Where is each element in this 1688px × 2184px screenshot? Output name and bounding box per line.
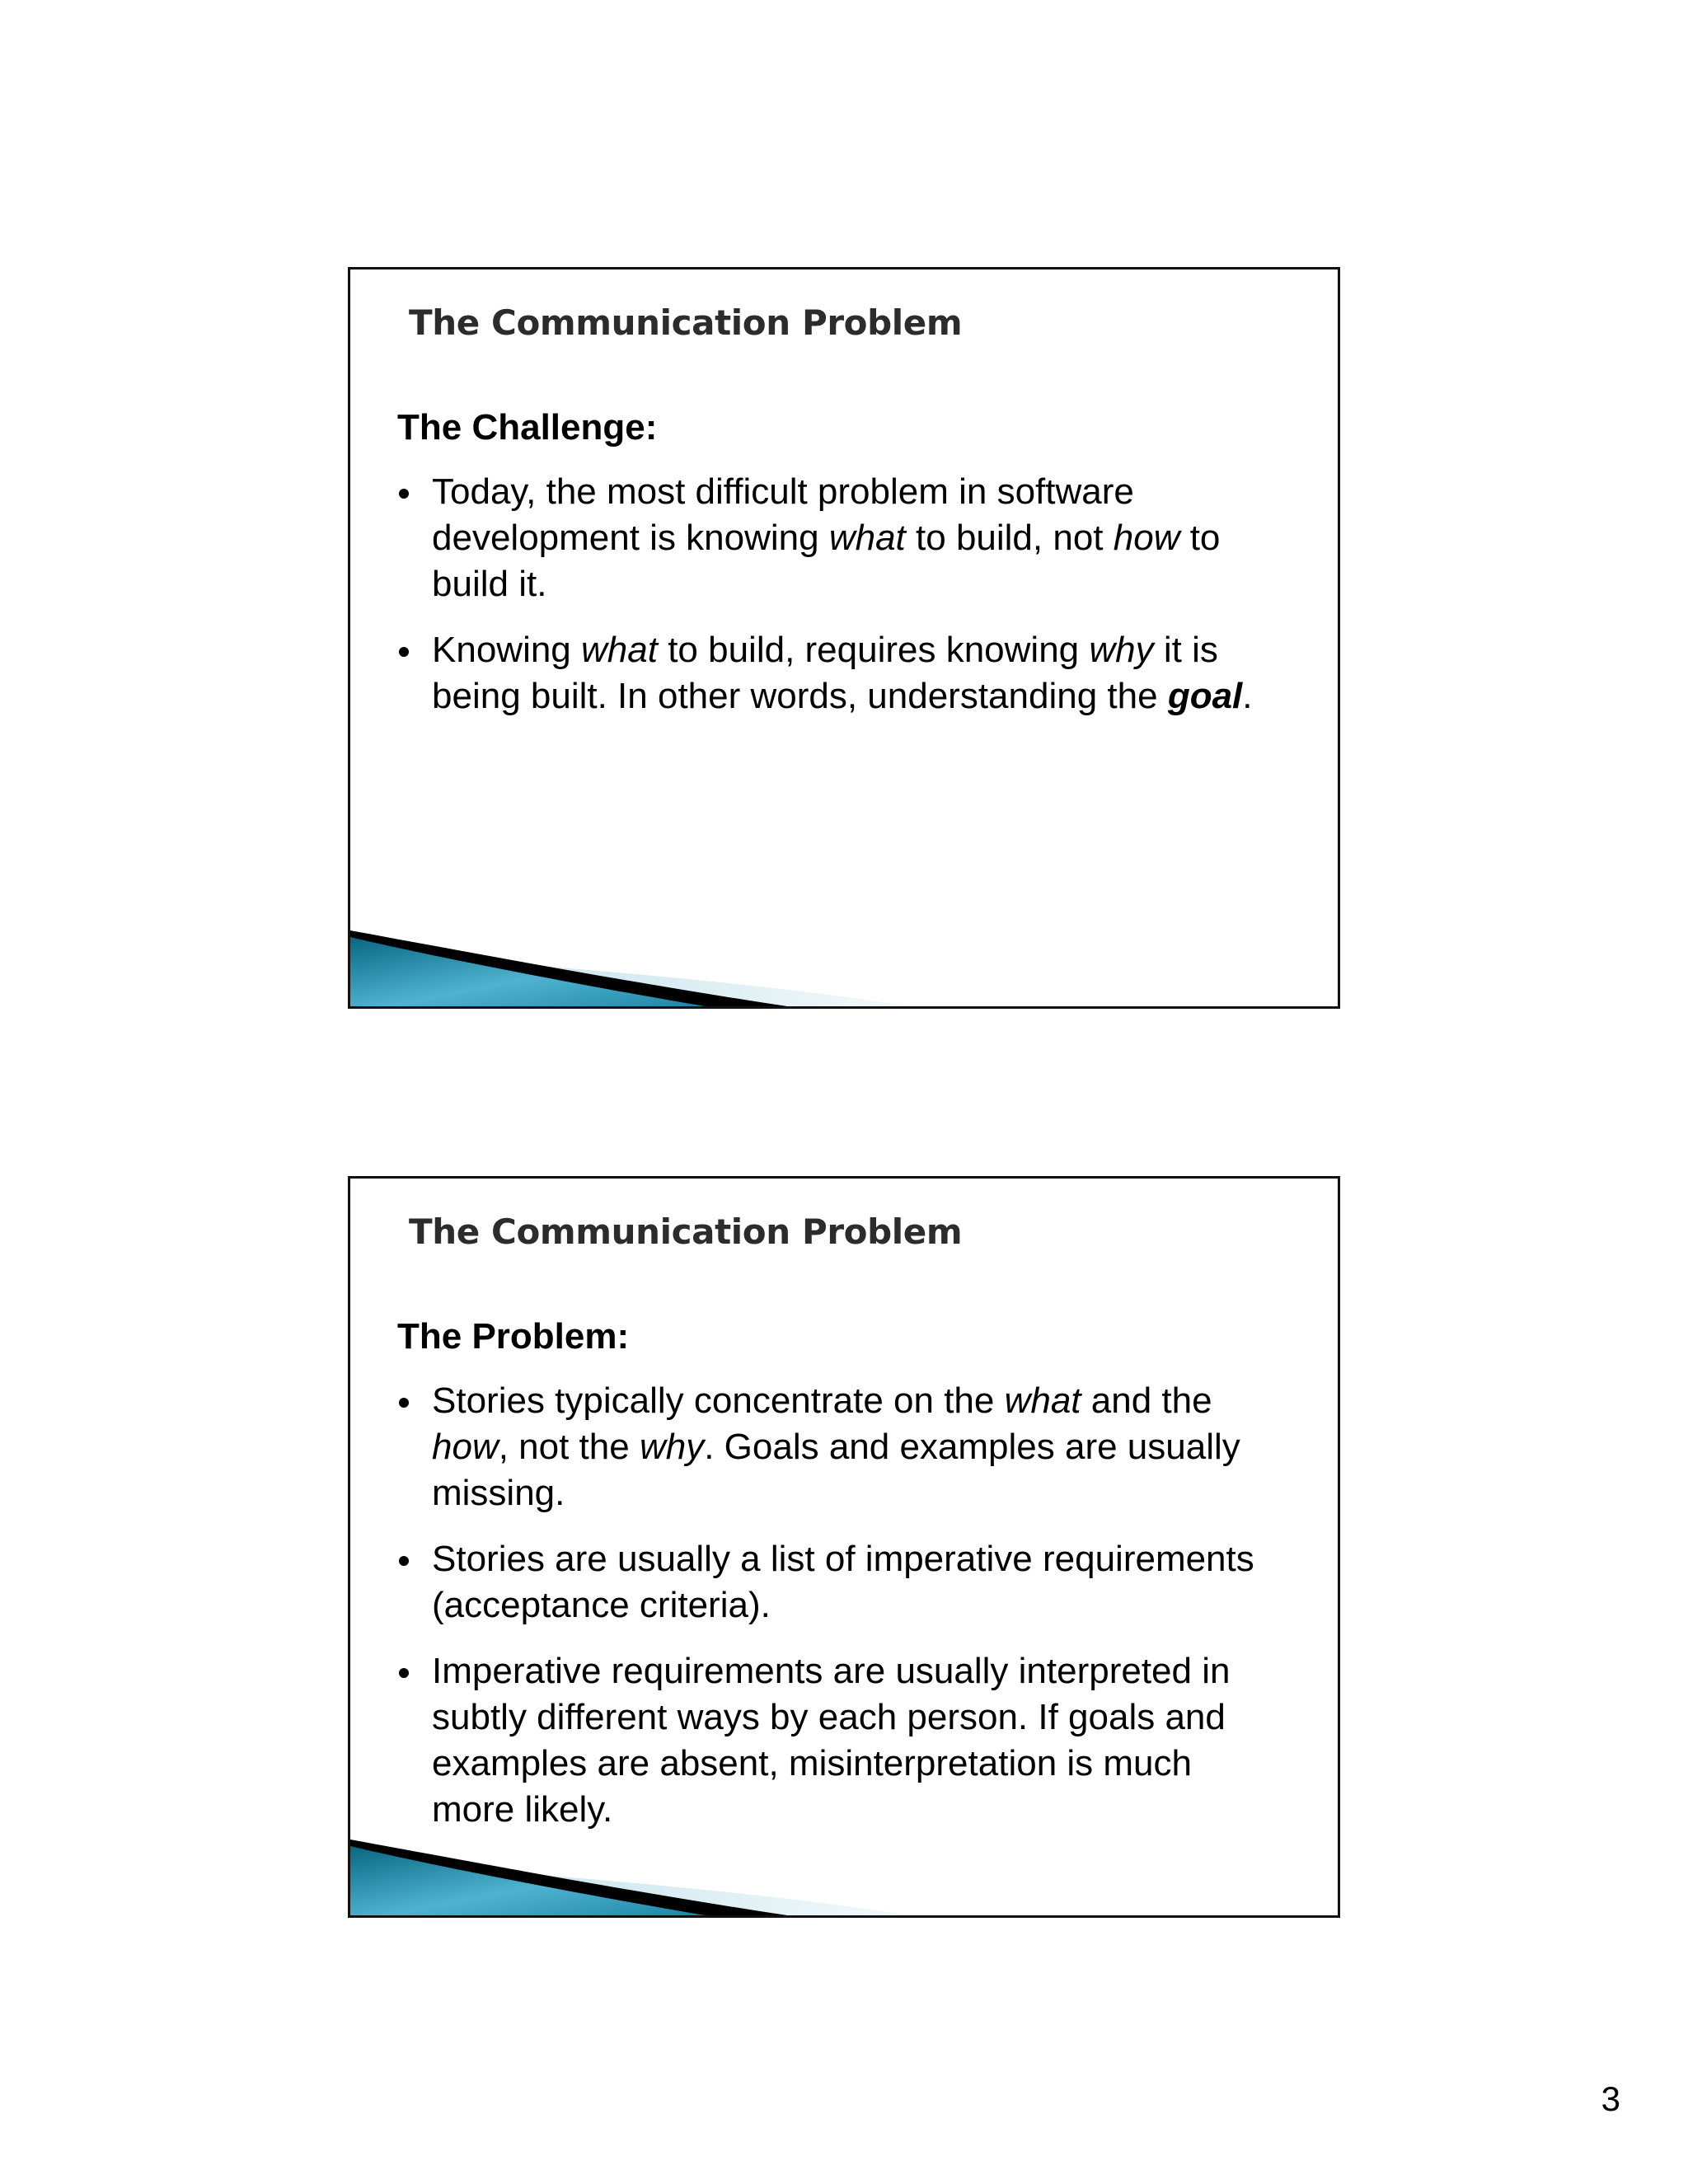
bullet-text-run: . Goals and examples are usually missing. [432, 1427, 1240, 1513]
bullet-text-run: , not the [498, 1427, 640, 1467]
bullet-dot-icon [399, 1668, 409, 1678]
bullet-item [397, 1648, 1264, 1833]
page-number: 3 [1601, 2079, 1620, 2118]
bullet-text-run: how [432, 1427, 499, 1467]
bullet-text-run: Imperative requirements are usually interpreted in subtly different ways by each person. If goals and examples are absent, misinterpretation is much more likely. [432, 1651, 1231, 1830]
bullet-text-run: Today, the most difficult problem in software development is knowing [432, 471, 1134, 558]
slide-title: The Communication Problem [409, 302, 963, 343]
bullet-text-run: Stories typically concentrate on the [432, 1380, 1005, 1421]
bullet-list [397, 1378, 1264, 1833]
bullet-text-run: Knowing [432, 630, 582, 670]
bullet-text-run: to build it. [432, 518, 1221, 604]
slide-body [397, 1314, 1264, 1853]
bullet-text-run: to build, requires knowing [657, 630, 1090, 670]
bullet-item [397, 1378, 1264, 1516]
bullet-text-run: it is being built. In other words, understanding the [432, 630, 1218, 716]
slide-title: The Communication Problem [409, 1212, 963, 1252]
section-heading: The Problem: [397, 1316, 630, 1357]
bullet-dot-icon [399, 1398, 409, 1408]
bullet-text-run: what [1004, 1380, 1081, 1421]
slide-2 [348, 1176, 1340, 1918]
decorative-swoosh [350, 883, 1338, 1006]
section-heading: The Challenge: [397, 407, 658, 448]
bullet-text-run: and the [1081, 1380, 1212, 1421]
bullet-dot-icon [399, 647, 409, 657]
bullet-text-run: how [1113, 518, 1180, 558]
bullet-text-run: Stories are usually a list of imperative requirements (acceptance criteria). [432, 1539, 1254, 1625]
bullet-text-run: why [1089, 630, 1154, 670]
bullet-list [397, 469, 1264, 719]
bullet-item [397, 1536, 1264, 1629]
bullet-item [397, 469, 1264, 607]
bullet-text-run: what [828, 518, 906, 558]
bullet-text-run: goal [1167, 676, 1243, 716]
bullet-dot-icon [399, 489, 409, 499]
slide-1 [348, 267, 1340, 1009]
bullet-text-run: why [639, 1427, 705, 1467]
bullet-text-run: to build, not [905, 518, 1114, 558]
slide-body [397, 405, 1264, 739]
bullet-text-run: . [1242, 676, 1253, 716]
bullet-item [397, 627, 1264, 719]
bullet-text-run: what [581, 630, 658, 670]
bullet-dot-icon [399, 1556, 409, 1566]
